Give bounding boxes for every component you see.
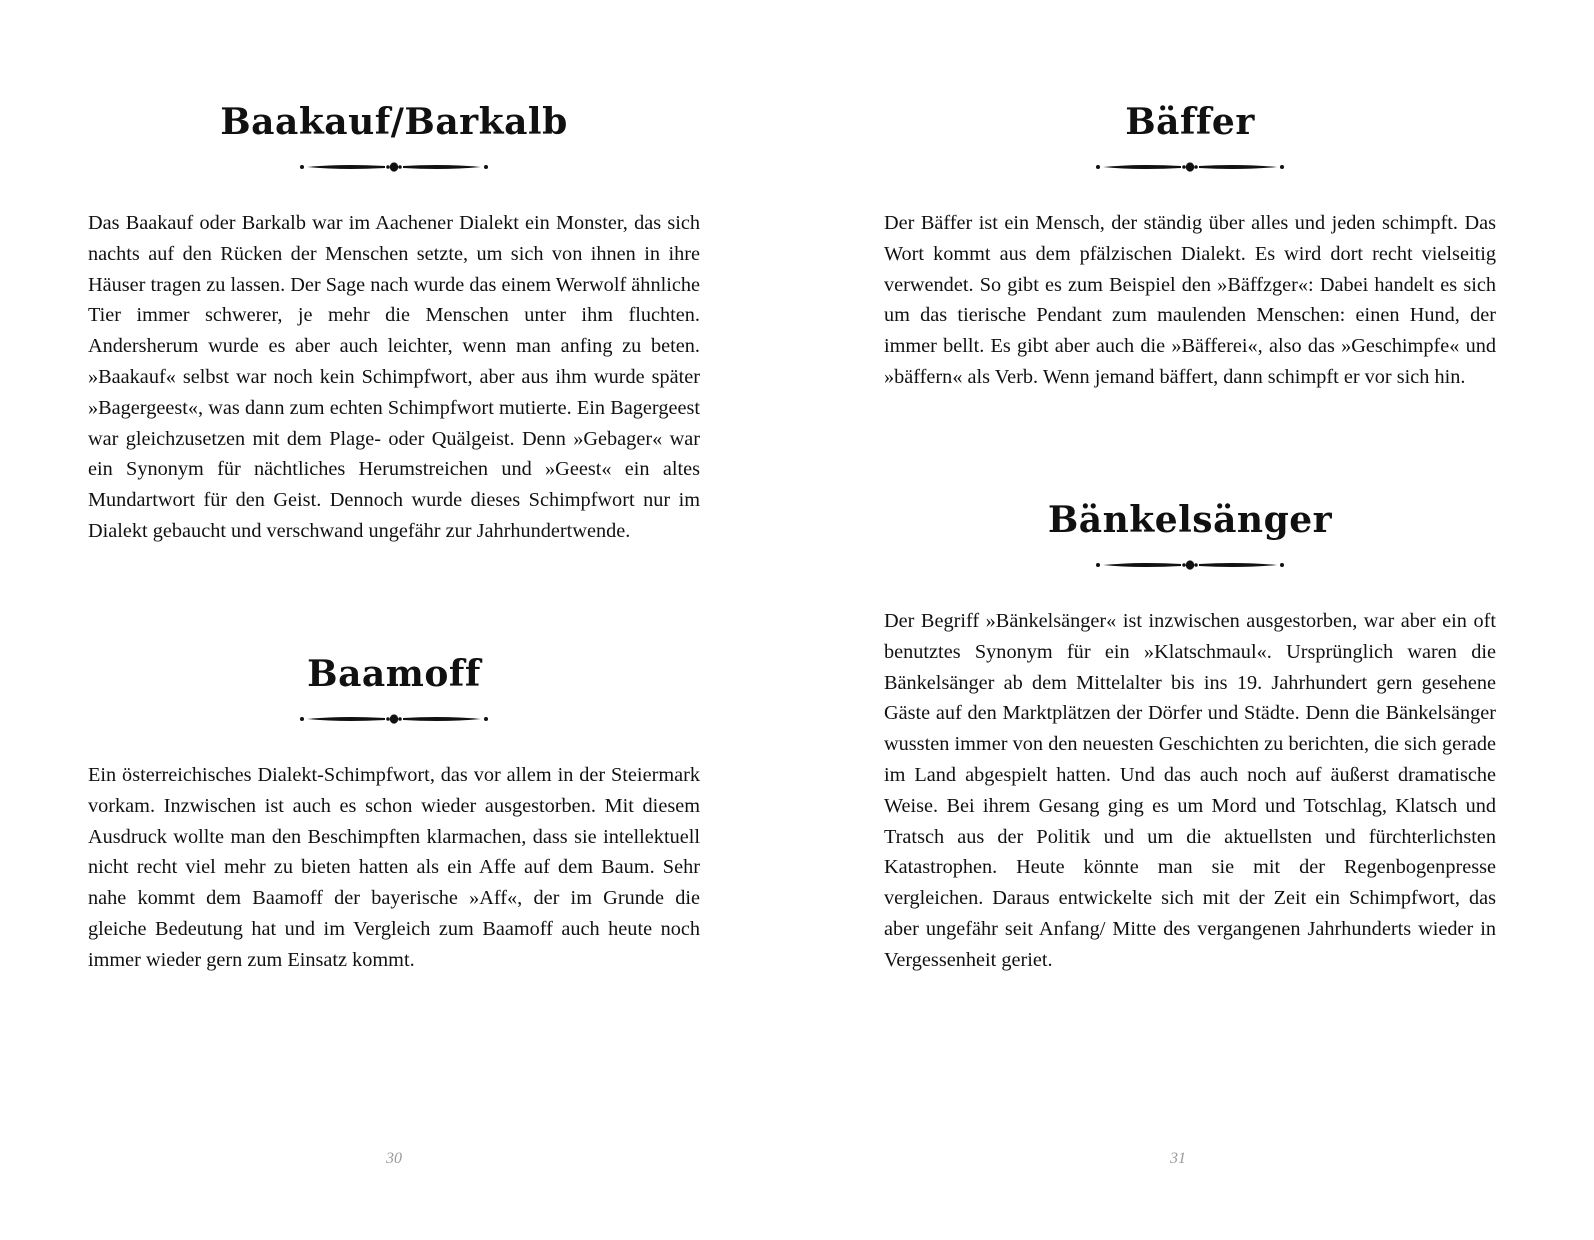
entry-body: Der Bäffer ist ein Mensch, der ständig über alles und jeden schimpft. Das Wort kommt aus dem pfälzischen Dialekt. Es wird dort recht vielseitig verwendet. So gibt es zum Beispiel den »Bäffzger«: Dabei handelt es sich um das tierische Pendant zum maulenden Menschen: einen Hund, der immer bellt. Es gibt aber auch die »Bäfferei«, also das »Geschimpfe« und »bäffern« als Verb. Wenn jemand bäffert, dann schimpft er vor sich hin. — [884, 212, 1496, 388]
entry-baenkelsaenger — [884, 498, 1496, 976]
entry-body: Das Baakauf oder Barkalb war im Aachener Dialekt ein Monster, das sich nachts auf den Rücken der Menschen setzte, um sich von ihnen in ihre Häuser tragen zu lassen. Der Sage nach wurde das einem Werwolf ähnliche Tier immer schwerer, je mehr die Menschen unter ihm fluchten. Andersherum wurde es aber auch leichter, wenn man anfing zu beten. »Baakauf« selbst war noch kein Schimpfwort, aber aus ihm wurde später »Bagergeest«, was dann zum echten Schimpfwort mutierte. Ein Bagergeest war gleichzusetzen mit dem Plage- oder Quälgeist. Denn »Gebager« war ein Synonym für nächtliches Herumstreichen und »Geest« ein altes Mundartwort für den Geist. Dennoch wurde dieses Schimpfwort nur im Dialekt gebaucht und verschwand ungefähr zur Jahrhundertwende. — [88, 212, 700, 542]
entry-body: Der Begriff »Bänkelsänger« ist inzwischen ausgestorben, war aber ein oft benutztes Synonym für ein »Klatschmaul«. Ursprünglich waren die Bänkelsänger ab dem Mittelalter bis ins 19. Jahrhundert gern gesehene Gäste auf den Marktplätzen der Dörfer und Städte. Denn die Bänkelsänger wussten immer von den neuesten Geschichten zu berichten, die sich gerade im Land abgespielt hatten. Und das auch noch auf äußerst dramatische Weise. Bei ihrem Gesang ging es um Mord und Totschlag, Klatsch und Tratsch aus der Politik und um die aktuellsten und fürchterlichsten Katastrophen. Heute könnte man sie mit der Regenbogenpresse vergleichen. Daraus entwickelte sich mit der Zeit ein Schimpfwort, das aber ungefähr seit Anfang/ Mitte des vergangenen Jahrhunderts wieder in Vergessenheit geriet. — [884, 610, 1496, 971]
entry-title: Baamoff — [307, 653, 481, 695]
page-number: 31 — [1170, 1150, 1186, 1167]
right-page — [797, 0, 1594, 1240]
ornamental-divider-icon — [299, 711, 489, 727]
entry-title: Baakauf/Barkalb — [220, 101, 568, 143]
ornamental-divider-icon — [1095, 557, 1285, 573]
page-number: 30 — [386, 1150, 402, 1167]
ornamental-divider-icon — [1095, 159, 1285, 175]
entry-baakauf — [88, 100, 700, 547]
entry-title: Bänkelsänger — [1047, 499, 1333, 541]
entry-body: Ein österreichisches Dialekt-Schimpfwort, das vor allem in der Steiermark vorkam. Inzwischen ist auch es schon wieder ausgestorben. Mit diesem Ausdruck wollte man den Beschimpften klarmachen, dass sie intellektuell nicht recht viel mehr zu bieten hatten als ein Affe auf dem Baum. Sehr nahe kommt dem Baamoff der bayerische »Aff«, der im Grunde die gleiche Bedeutung hat und im Vergleich zum Baamoff auch heute noch immer wieder gern zum Einsatz kommt. — [88, 764, 700, 971]
entry-baeffer — [884, 100, 1496, 393]
ornamental-divider-icon — [299, 159, 489, 175]
entry-baamoff — [88, 652, 700, 976]
entry-title: Bäffer — [1125, 101, 1255, 143]
